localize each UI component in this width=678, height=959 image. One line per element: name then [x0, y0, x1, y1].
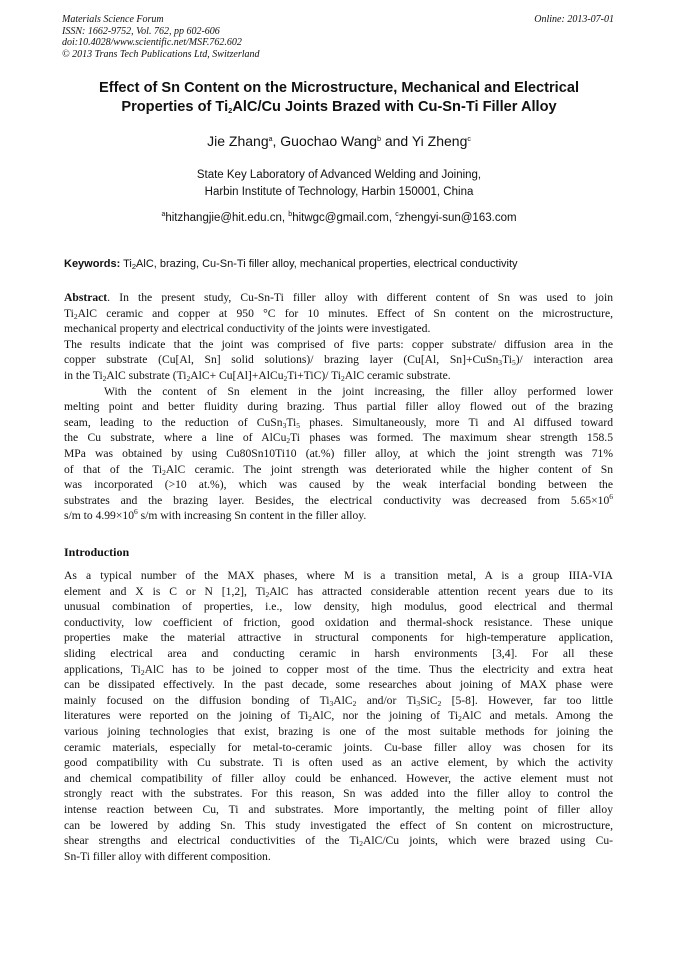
- abstract-line: melting point and better fluidity during brazing. Thus partial filler alloy flowed out of the brazing: [64, 400, 613, 414]
- abstract-label: Abstract: [64, 291, 108, 304]
- intro-line: can be dissipated effectively. In the past decade, some researches about joining of MAX phase were: [64, 678, 613, 692]
- abstract-line: Abstract. In the present study, Cu-Sn-Ti filler alloy with different content of Sn was used to join: [64, 291, 613, 304]
- online-date: Online: 2013-07-01: [534, 14, 614, 25]
- abstract-line: the Cu substrate, where a line of AlCu$_2$Ti phases was formed. The maximum shear strength 158.5: [64, 431, 613, 446]
- title-line-1: Effect of Sn Content on the Microstructure, Mechanical and Electrical: [98, 80, 580, 96]
- abstract-line: copper substrate (Cu[Al, Sn] solid solutions)/ brazing layer (Cu[Al, $Sn]+CuSn_3Ti_5)/$ interaction area: [64, 353, 613, 368]
- intro-line: element and X is C or N [1,2], $Ti_2AlC$ has attracted considerable attention recent years due to its: [64, 584, 613, 599]
- copyright-line: © 2013 Trans Tech Publications Ltd, Switzerland: [62, 48, 260, 60]
- intro-line: intense reaction between Cu, Ti and substrates. More importantly, the melting point of filler alloy: [64, 802, 613, 816]
- intro-line: As a typical number of the MAX phases, where M is a transition metal, A is a group IIIA-VIA: [64, 569, 613, 582]
- abstract-line: mechanical property and electrical conductivity of the joints were investigated.: [64, 322, 431, 336]
- intro-line: ceramic materials, especially for metal-to-ceramic joints. Cu-base filler alloy was chosen for its: [64, 740, 613, 754]
- doi-line: doi:10.4028/www.scientific.net/MSF.762.602: [62, 37, 242, 48]
- intro-line: conductivity, low coefficient of friction, good oxidation and thermal-shock resistance. These unique: [64, 615, 613, 629]
- paper-title: [62, 79, 616, 116]
- intro-line: sliding electrical area and conducting ceramic in harsh environments [3,4]. For all these: [64, 646, 613, 660]
- keywords: Keywords: $Ti_2AlC$, brazing, Cu-Sn-Ti filler alloy, mechanical properties, electrical conductivity: [64, 258, 518, 271]
- author-list: Jie Zhang$^a$, Guochao Wang$^b$ and Yi Zheng$^c$: [207, 133, 471, 149]
- abstract-line: s/m to $4.99\times 10^6$ s/m with increasing Sn content in the filler alloy.: [64, 507, 367, 523]
- intro-line: properties make the material attractive in structural components for high-temperature application,: [64, 631, 613, 645]
- issn-line: ISSN: 1662-9752, Vol. 762, pp 602-606: [62, 25, 220, 37]
- author-emails: $^a$hitzhangjie@hit.edu.cn, $^b$hitwgc@gmail.com, $^c$zhengyi-sun@163.com: [161, 211, 517, 224]
- abstract-line: of that of the $Ti_2AlC$ ceramic. The joint strength was deteriorated while the higher content of Sn: [64, 462, 613, 477]
- intro-line: mainly focused on the diffusion bonding of $Ti_3AlC_2$ and/or $Ti_3SiC_2$ [5-8]. However, far too little: [64, 693, 613, 708]
- intro-line: strongly react with the substrates. For this reason, Sn was added into the filler alloy to control the: [64, 787, 613, 801]
- introduction-heading: Introduction: [64, 545, 130, 559]
- title-line-2: Properties of $Ti_2AlC/Cu$ Joints Brazed with Cu-Sn-Ti Filler Alloy: [121, 98, 557, 115]
- intro-line: can be lowered by adding Sn. This study investigated the effect of Sn content on microstructure,: [64, 818, 613, 832]
- intro-line: shear strengths and electrical conductivities of the $Ti_2AlC/Cu$ joints, which were brazed using Cu-: [64, 834, 614, 849]
- intro-line: unusual combination of properties, i.e., low density, high modulus, good electrical and thermal: [64, 600, 613, 614]
- abstract-line: was incorporated (>10 at.%), which was caused by the weak interfacial bonding between the: [64, 478, 613, 492]
- introduction-section: [64, 568, 613, 864]
- intro-line: various joining technologies that exist, brazing is one of the most suitable methods for joining the: [64, 724, 613, 738]
- intro-line: literatures were reported on the joining of $Ti_2AlC$, nor the joining of $Ti_2AlC$ and metals. Among the: [64, 709, 613, 724]
- intro-line: applications, $Ti_2AlC$ has to be joined to copper most of the time. Thus the electricity and extra heat: [64, 662, 613, 677]
- abstract-line: With the content of Sn element in the joint increasing, the filler alloy performed lower: [104, 384, 613, 398]
- abstract-line: substrates and the brazing layer. Besides, the electrical conductivity was decreased from $5.65\times 10^6$: [64, 491, 613, 507]
- journal-header: [62, 14, 260, 60]
- abstract-line: MPa was obtained by using Cu80Sn10Ti10 (at.%) filler alloy, at which the joint strength was 71%: [64, 446, 613, 460]
- affiliation: State Key Laboratory of Advanced Welding and Joining, Harbin Institute of Technology, Harbin 150001, China: [196, 169, 482, 198]
- abstract-line: The results indicate that the joint was comprised of five parts: copper substrate/ diffusion area in the: [64, 337, 613, 351]
- abstract-line: seam, leading to the reduction of $CuSn_3Ti_5$ phases. Simultaneously, more Ti and Al diffused toward: [64, 415, 613, 430]
- intro-line: and chemical compatibility of filler alloy could be enhanced. However, the active element must not: [64, 771, 613, 785]
- abstract-section: [64, 290, 613, 524]
- journal-name: Materials Science Forum: [62, 14, 164, 25]
- abstract-line: $Ti_2AlC$ ceramic and copper at 950 °C for 10 minutes. Effect of Sn content on the microstructure,: [64, 306, 613, 321]
- intro-line: Sn-Ti filler alloy with different composition.: [64, 849, 271, 863]
- abstract-line: in the $Ti_2AlC$ substrate ($Ti_2AlC+$ Cu[Al]+AlCu$_2$Ti+TiC)/ $Ti_2AlC$ ceramic substrate.: [64, 368, 451, 383]
- intro-line: good compatibility with Cu substrate. Ti is often used as an active element, by which the activity: [64, 756, 613, 770]
